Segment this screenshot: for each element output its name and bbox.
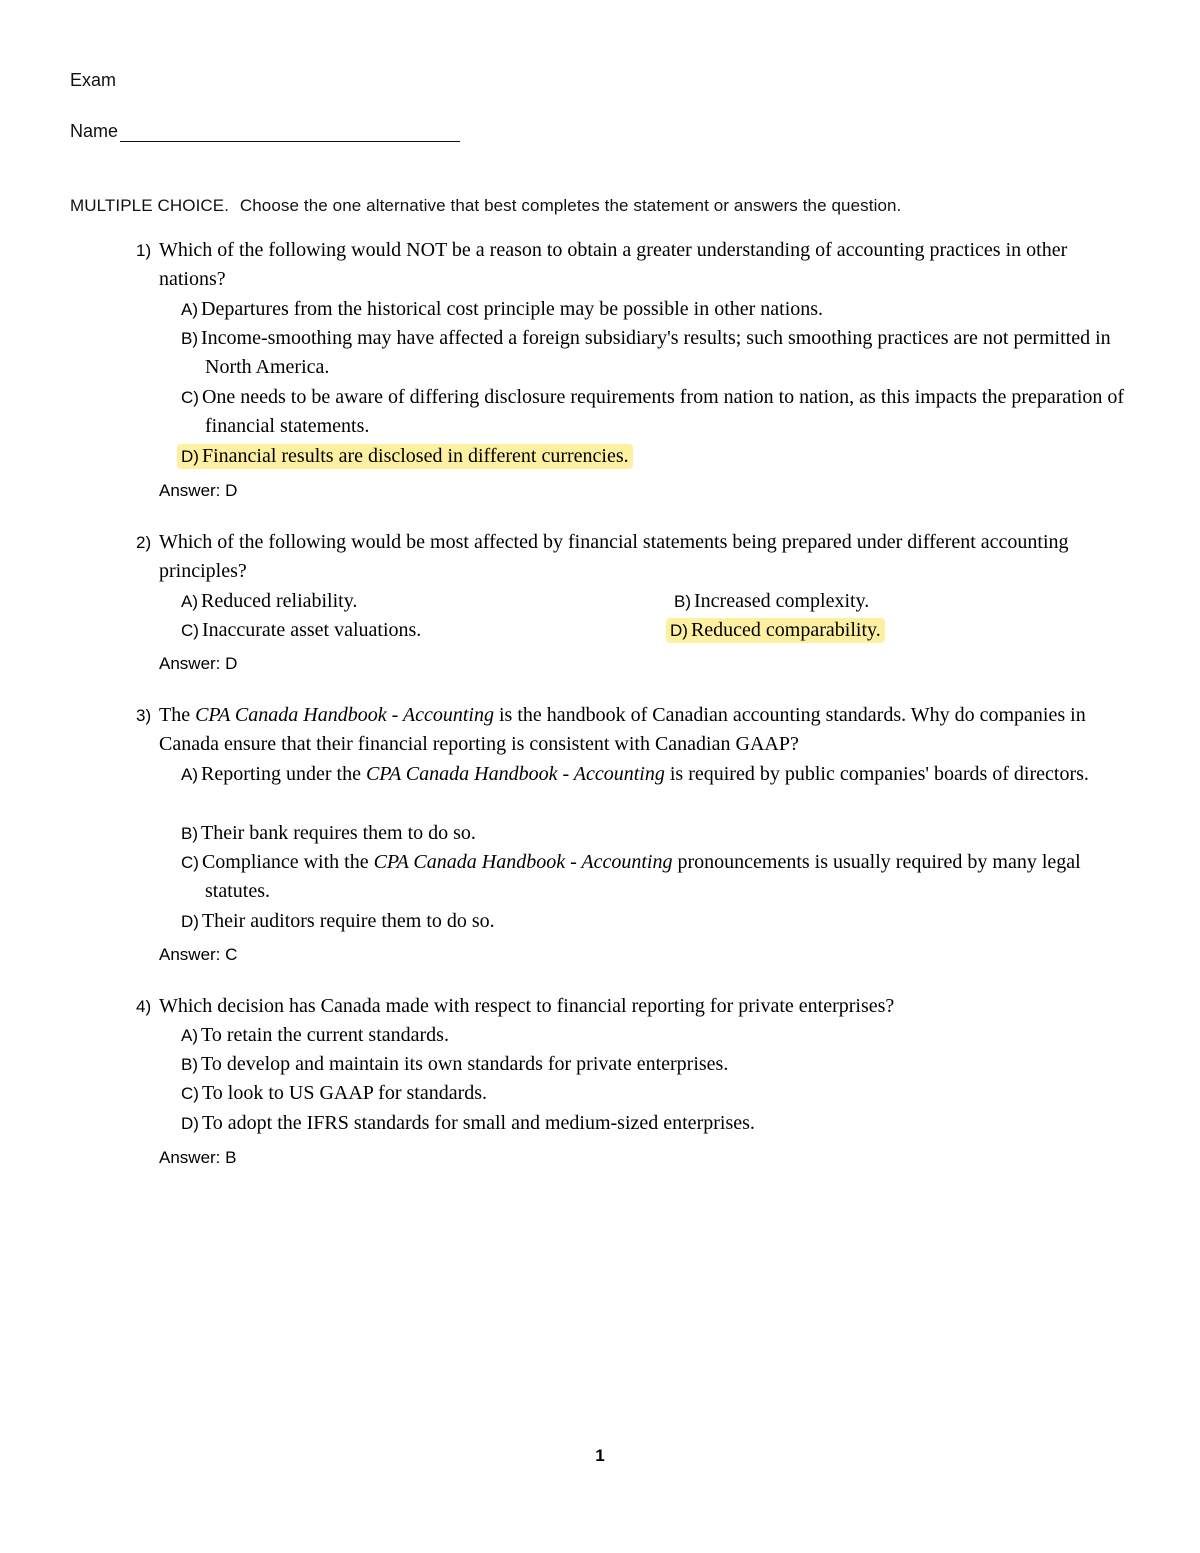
option-letter: D) — [181, 447, 199, 466]
option-d — [670, 616, 885, 645]
option-letter: B) — [181, 824, 198, 843]
question-text: Which of the following would NOT be a reason to obtain a greater understanding of accounting practices in other nations? — [159, 239, 1068, 290]
option-text: Reduced comparability. — [690, 619, 881, 641]
option-text: Financial results are disclosed in different currencies. — [201, 445, 629, 467]
instructions-text: Choose the one alternative that best completes the statement or answers the question. — [239, 196, 902, 215]
option-a — [181, 587, 357, 616]
option-c — [181, 1079, 1135, 1108]
option-letter: A) — [181, 1026, 198, 1045]
question-number: 4) — [136, 997, 152, 1016]
option-text: Departures from the historical cost principle may be possible in other nations. — [201, 298, 824, 320]
handbook-title: CPA Canada Handbook - Accounting — [365, 763, 665, 785]
option-d — [181, 1109, 1135, 1138]
option-a — [181, 295, 1135, 324]
option-text: To develop and maintain its own standards for private enterprises. — [201, 1053, 729, 1075]
option-text: Inaccurate asset valuations. — [201, 619, 422, 641]
option-b — [674, 587, 869, 616]
instructions — [70, 196, 901, 216]
option-text-post: pronouncements is usually required by many legal statutes. — [205, 851, 1081, 902]
option-letter: A) — [181, 300, 198, 319]
option-b — [181, 324, 1135, 382]
option-letter: A) — [181, 765, 198, 784]
option-text: Increased complexity. — [694, 590, 870, 612]
option-letter: C) — [181, 853, 199, 872]
exam-title: Exam — [70, 70, 117, 90]
option-letter: D) — [670, 621, 688, 640]
option-letter: D) — [181, 912, 199, 931]
name-label: Name — [70, 121, 119, 141]
option-c — [181, 383, 1135, 441]
option-d — [181, 442, 633, 471]
handbook-title: CPA Canada Handbook - Accounting — [373, 851, 673, 873]
option-text-pre: Compliance with the — [201, 851, 374, 873]
option-letter: C) — [181, 621, 199, 640]
option-a — [181, 1021, 1135, 1050]
handbook-title: CPA Canada Handbook - Accounting — [195, 704, 494, 726]
option-a — [181, 760, 1135, 789]
option-b — [181, 819, 1135, 848]
instructions-lead: MULTIPLE CHOICE. — [70, 196, 230, 215]
option-c — [181, 848, 1135, 906]
option-text: Income-smoothing may have affected a foreign subsidiary's results; such smoothing practices are not permitted in North America. — [201, 327, 1111, 378]
option-letter: D) — [181, 1114, 199, 1133]
question-text: Which of the following would be most affected by financial statements being prepared under different accounting principles? — [159, 531, 1069, 582]
answer-highlight — [666, 618, 885, 643]
option-text: Reduced reliability. — [201, 590, 358, 612]
option-text: To retain the current standards. — [201, 1024, 449, 1046]
question-text-pre: The — [159, 704, 196, 726]
answer-key: Answer: D — [159, 654, 238, 673]
option-text: To adopt the IFRS standards for small and medium-sized enterprises. — [201, 1112, 755, 1134]
answer-key: Answer: C — [159, 945, 238, 964]
option-letter: A) — [181, 592, 198, 611]
option-letter: B) — [674, 592, 691, 611]
answer-key: Answer: D — [159, 481, 238, 500]
question-number: 2) — [136, 533, 152, 552]
question-text — [159, 701, 1109, 759]
option-text-post: is required by public companies' boards of directors. — [664, 763, 1089, 785]
option-c — [181, 616, 421, 645]
answer-key: Answer: B — [159, 1148, 237, 1167]
option-letter: B) — [181, 1055, 198, 1074]
name-field — [70, 121, 460, 142]
question-text-post: is the handbook of Canadian accounting standards. Why do companies in Canada ensure that their financial reporting is consistent with Canadian GAAP? — [159, 704, 1086, 755]
answer-highlight — [177, 444, 633, 469]
option-text: To look to US GAAP for standards. — [201, 1082, 488, 1104]
option-d — [181, 907, 1135, 936]
option-letter: C) — [181, 1084, 199, 1103]
question-number: 1) — [136, 241, 152, 260]
option-text: One needs to be aware of differing disclosure requirements from nation to nation, as this impacts the preparation of financial statements. — [201, 386, 1125, 437]
option-letter: B) — [181, 329, 198, 348]
option-text: Their auditors require them to do so. — [201, 910, 495, 932]
option-text-pre: Reporting under the — [201, 763, 366, 785]
option-text: Their bank requires them to do so. — [201, 822, 476, 844]
option-b — [181, 1050, 1135, 1079]
option-letter: C) — [181, 388, 199, 407]
name-blank-line — [120, 123, 460, 142]
question-number: 3) — [136, 706, 152, 725]
question-text: Which decision has Canada made with respect to financial reporting for private enterprises? — [159, 995, 895, 1017]
page-number: 1 — [595, 1446, 605, 1465]
